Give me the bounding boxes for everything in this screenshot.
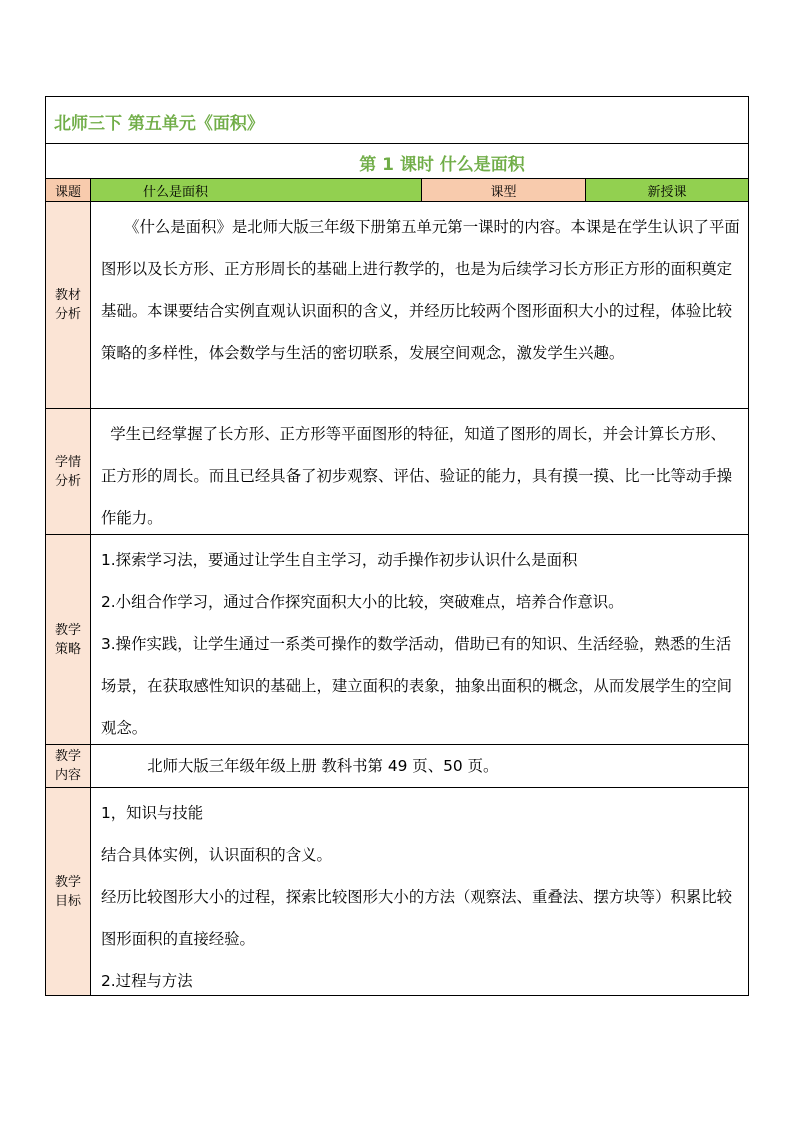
strategy-item: 1.探索学习法，要通过让学生自主学习，动手操作初步认识什么是面积: [101, 551, 578, 569]
content-label: 教学 内容: [46, 745, 91, 787]
goals-label: 教学 目标: [46, 788, 91, 995]
topic-value: 什么是面积: [91, 179, 422, 201]
lesson-plan-table: [45, 96, 749, 996]
strategy-row: [46, 535, 748, 745]
strategy-label: 教学 策略: [46, 535, 91, 744]
students-label: 学情 分析: [46, 409, 91, 534]
type-value: 新授课: [586, 179, 748, 201]
strategy-text: [91, 535, 748, 744]
goal-item: 1，知识与技能: [101, 804, 204, 822]
goal-item: 经历比较图形大小的过程，探索比较图形大小的方法（观察法、重叠法、摆方块等）积累比较图形面积的直接经验。: [101, 888, 733, 948]
materials-text: 《什么是面积》是北师大版三年级下册第五单元第一课时的内容。本课是在学生认识了平面图形以及长方形、正方形周长的基础上进行教学的，也是为后续学习长方形正方形的面积奠定基础。本课要结合实例直观认识面积的含义，并经历比较两个图形面积大小的过程，体验比较策略的多样性，体会数学与生活的密切联系，发展空间观念，激发学生兴趣。: [101, 218, 740, 362]
goal-item: 结合具体实例，认识面积的含义。: [101, 846, 332, 864]
type-label: 课型: [422, 179, 586, 201]
materials-analysis-row: [46, 202, 748, 409]
content-row: [46, 745, 748, 788]
content-text: 北师大版三年级年级上册 教科书第 49 页、50 页。: [147, 757, 499, 775]
strategy-item: 3.操作实践，让学生通过一系类可操作的数学活动，借助已有的知识、生活经验，熟悉的生活场景，在获取感性知识的基础上，建立面积的表象，抽象出面积的概念，从而发展学生的空间观念。: [101, 635, 733, 737]
title-row: [46, 97, 748, 144]
student-analysis-row: [46, 409, 748, 535]
goal-item: 2.过程与方法: [101, 972, 193, 990]
students-text: 学生已经掌握了长方形、正方形等平面图形的特征，知道了图形的周长，并会计算长方形、正方形的周长。而且已经具备了初步观察、评估、验证的能力，具有摸一摸、比一比等动手操作能力。: [101, 425, 733, 527]
topic-label: 课题: [46, 179, 91, 201]
goals-text: [91, 788, 748, 995]
lesson-row: [46, 144, 748, 179]
lesson-title: 第 1 课时 什么是面积: [359, 155, 525, 175]
materials-label: 教材 分析: [46, 202, 91, 408]
info-row: [46, 179, 748, 202]
unit-title: 北师三下 第五单元《面积》: [54, 114, 264, 134]
goals-row: [46, 788, 748, 995]
strategy-item: 2.小组合作学习，通过合作探究面积大小的比较，突破难点，培养合作意识。: [101, 593, 624, 611]
